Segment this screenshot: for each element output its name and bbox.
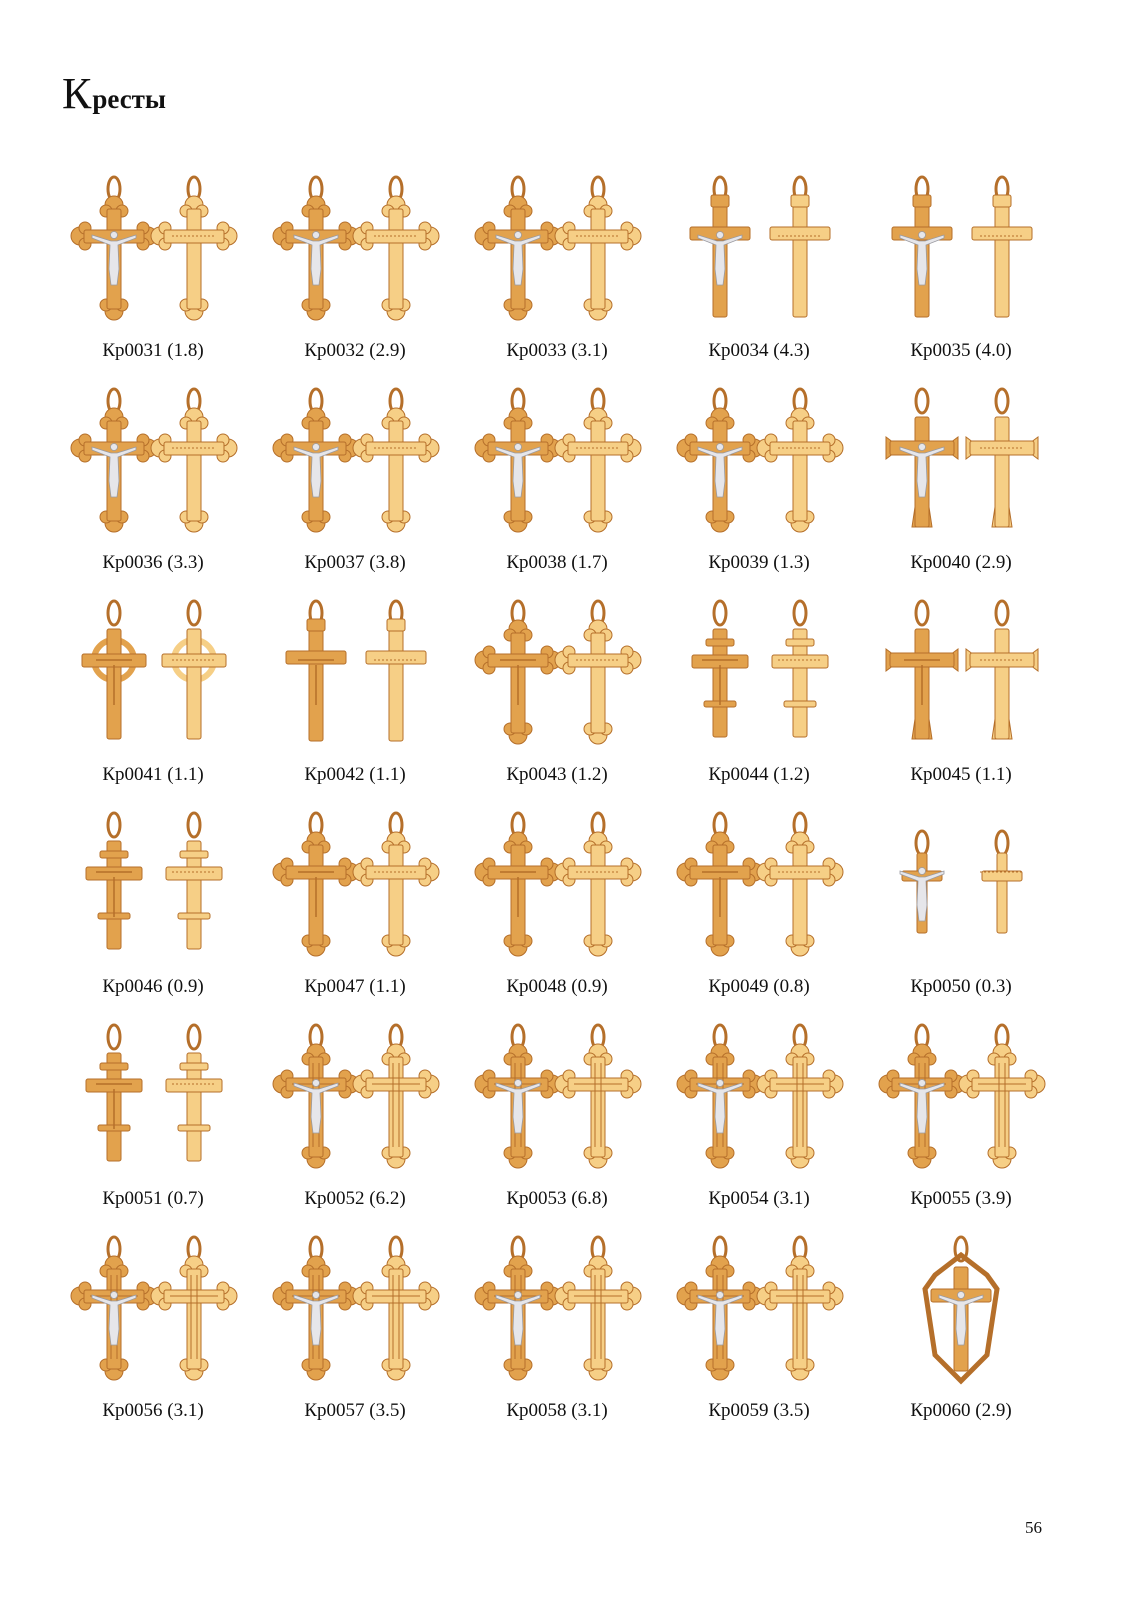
product-code-weight: Кр0037 (3.8) — [304, 552, 406, 573]
cross-pendant-image — [860, 160, 1062, 335]
cross-pendant-image — [52, 160, 254, 335]
product-code-weight: Кр0048 (0.9) — [506, 976, 608, 997]
cross-pendant-image — [658, 160, 860, 335]
product-item — [254, 1220, 456, 1432]
product-code-weight: Кр0049 (0.8) — [708, 976, 810, 997]
product-code-weight: Кр0034 (4.3) — [708, 340, 810, 361]
product-item — [254, 160, 456, 372]
cross-pendant-image — [254, 372, 456, 547]
product-item — [860, 796, 1062, 1008]
product-item — [254, 584, 456, 796]
product-code-weight: Кр0055 (3.9) — [910, 1188, 1012, 1209]
product-code-weight: Кр0040 (2.9) — [910, 552, 1012, 573]
product-code-weight: Кр0036 (3.3) — [102, 552, 204, 573]
product-code-weight: Кр0060 (2.9) — [910, 1400, 1012, 1421]
product-code-weight: Кр0045 (1.1) — [910, 764, 1012, 785]
product-code-weight: Кр0058 (3.1) — [506, 1400, 608, 1421]
product-item — [456, 1220, 658, 1432]
cross-pendant-image — [254, 1220, 456, 1395]
product-item — [52, 372, 254, 584]
product-item — [658, 372, 860, 584]
product-code-weight: Кр0035 (4.0) — [910, 340, 1012, 361]
product-code-weight: Кр0038 (1.7) — [506, 552, 608, 573]
product-item — [456, 160, 658, 372]
product-item — [658, 584, 860, 796]
product-item — [254, 796, 456, 1008]
product-code-weight: Кр0041 (1.1) — [102, 764, 204, 785]
product-code-weight: Кр0053 (6.8) — [506, 1188, 608, 1209]
cross-pendant-image — [52, 1008, 254, 1183]
cross-pendant-image — [456, 160, 658, 335]
cross-pendant-image — [658, 584, 860, 759]
product-item — [456, 584, 658, 796]
cross-pendant-image — [658, 1008, 860, 1183]
product-item — [52, 1220, 254, 1432]
product-code-weight: Кр0056 (3.1) — [102, 1400, 204, 1421]
cross-pendant-image — [456, 1220, 658, 1395]
product-code-weight: Кр0044 (1.2) — [708, 764, 810, 785]
product-code-weight: Кр0031 (1.8) — [102, 340, 204, 361]
cross-pendant-image — [658, 372, 860, 547]
product-item — [254, 1008, 456, 1220]
product-code-weight: Кр0043 (1.2) — [506, 764, 608, 785]
cross-pendant-image — [456, 584, 658, 759]
cross-pendant-image — [254, 160, 456, 335]
cross-pendant-image — [52, 372, 254, 547]
product-item — [456, 372, 658, 584]
cross-pendant-image — [254, 796, 456, 971]
product-code-weight: Кр0032 (2.9) — [304, 340, 406, 361]
product-code-weight: Кр0033 (3.1) — [506, 340, 608, 361]
cross-pendant-image — [860, 1220, 1062, 1395]
product-item — [860, 372, 1062, 584]
product-item — [456, 796, 658, 1008]
product-item — [52, 796, 254, 1008]
product-item — [52, 1008, 254, 1220]
cross-pendant-image — [860, 796, 1062, 971]
product-item — [860, 160, 1062, 372]
cross-pendant-image — [456, 1008, 658, 1183]
product-code-weight: Кр0057 (3.5) — [304, 1400, 406, 1421]
product-item — [658, 160, 860, 372]
cross-pendant-image — [254, 584, 456, 759]
product-code-weight: Кр0047 (1.1) — [304, 976, 406, 997]
cross-pendant-image — [52, 796, 254, 971]
product-code-weight: Кр0052 (6.2) — [304, 1188, 406, 1209]
product-code-weight: Кр0046 (0.9) — [102, 976, 204, 997]
product-code-weight: Кр0059 (3.5) — [708, 1400, 810, 1421]
product-item — [52, 160, 254, 372]
product-code-weight: Кр0050 (0.3) — [910, 976, 1012, 997]
cross-pendant-image — [658, 796, 860, 971]
product-item — [860, 584, 1062, 796]
product-code-weight: Кр0042 (1.1) — [304, 764, 406, 785]
page-title-rest: ресты — [92, 84, 167, 114]
cross-pendant-image — [860, 1008, 1062, 1183]
product-item — [658, 1008, 860, 1220]
product-code-weight: Кр0054 (3.1) — [708, 1188, 810, 1209]
cross-pendant-image — [658, 1220, 860, 1395]
product-item — [860, 1008, 1062, 1220]
product-grid — [52, 160, 1062, 1440]
cross-pendant-image — [860, 372, 1062, 547]
product-item — [658, 1220, 860, 1432]
product-code-weight: Кр0039 (1.3) — [708, 552, 810, 573]
product-item — [658, 796, 860, 1008]
page-title — [62, 69, 167, 118]
product-item — [456, 1008, 658, 1220]
page-number: 56 — [1025, 1518, 1042, 1537]
product-item — [254, 372, 456, 584]
page-title-initial: К — [62, 69, 92, 118]
cross-pendant-image — [254, 1008, 456, 1183]
cross-pendant-image — [456, 796, 658, 971]
cross-pendant-image — [456, 372, 658, 547]
product-item — [860, 1220, 1062, 1432]
cross-pendant-image — [52, 1220, 254, 1395]
cross-pendant-image — [52, 584, 254, 759]
cross-pendant-image — [860, 584, 1062, 759]
product-code-weight: Кр0051 (0.7) — [102, 1188, 204, 1209]
product-item — [52, 584, 254, 796]
